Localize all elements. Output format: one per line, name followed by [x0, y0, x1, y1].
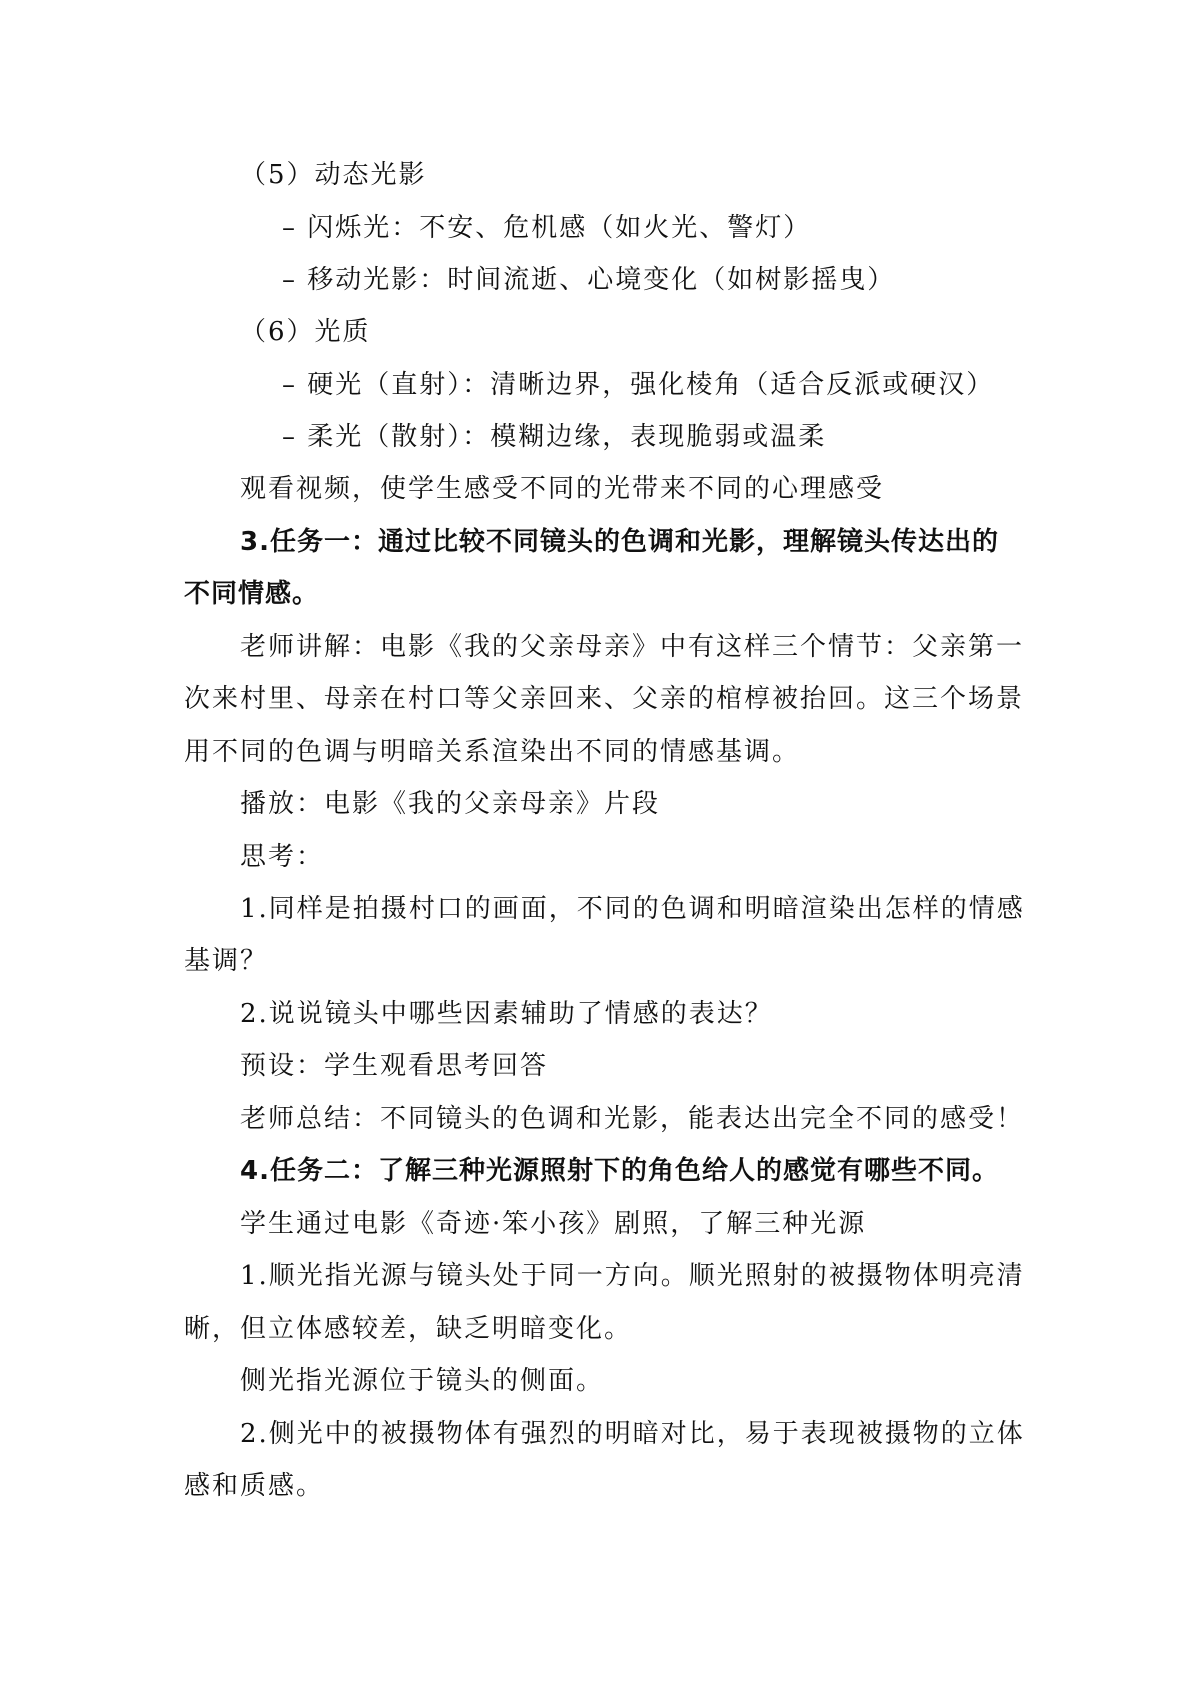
paragraph-teacher-explain: 老师讲解：电影《我的父亲母亲》中有这样三个情节：父亲第一: [240, 632, 1025, 662]
item-side-light-cont: 感和质感。: [184, 1471, 325, 1501]
bullet-soft-light: – 柔光（散射）：模糊边缘，表现脆弱或温柔: [282, 422, 827, 452]
paragraph-side-light-def: 侧光指光源位于镜头的侧面。: [240, 1366, 605, 1396]
paragraph-teacher-explain-cont1: 次来村里、母亲在村口等父亲回来、父亲的棺椁被抬回。这三个场景: [184, 684, 1025, 714]
bullet-flicker-light: – 闪烁光：不安、危机感（如火光、警灯）: [282, 213, 812, 243]
question-two: 2.说说镜头中哪些因素辅助了情感的表达？: [240, 999, 773, 1029]
task-one-heading: 3.任务一：通过比较不同镜头的色调和光影，理解镜头传达出的: [240, 527, 999, 557]
item-front-light-cont: 晰，但立体感较差，缺乏明暗变化。: [184, 1314, 633, 1344]
task-two-heading: 4.任务二：了解三种光源照射下的角色给人的感觉有哪些不同。: [240, 1156, 999, 1186]
question-one: 1.同样是拍摄村口的画面，不同的色调和明暗渲染出怎样的情感: [240, 894, 1025, 924]
bullet-moving-light: – 移动光影：时间流逝、心境变化（如树影摇曳）: [282, 265, 896, 295]
item-side-light: 2.侧光中的被摄物体有强烈的明暗对比，易于表现被摄物的立体: [240, 1419, 1025, 1449]
bullet-hard-light: – 硬光（直射）：清晰边界，强化棱角（适合反派或硬汉）: [282, 370, 995, 400]
task-one-heading-cont: 不同情感。: [184, 579, 320, 609]
paragraph-teacher-explain-cont2: 用不同的色调与明暗关系渲染出不同的情感基调。: [184, 737, 801, 767]
paragraph-think: 思考：: [240, 842, 325, 872]
paragraph-watch-video: 观看视频，使学生感受不同的光带来不同的心理感受: [240, 474, 885, 504]
heading-dynamic-light: （5）动态光影: [240, 160, 427, 190]
question-one-cont: 基调？: [184, 946, 269, 976]
item-front-light: 1.顺光指光源与镜头处于同一方向。顺光照射的被摄物体明亮清: [240, 1261, 1025, 1291]
paragraph-teacher-summary: 老师总结：不同镜头的色调和光影，能表达出完全不同的感受！: [240, 1104, 1025, 1134]
paragraph-preset: 预设：学生观看思考回答: [240, 1051, 549, 1081]
paragraph-three-light-sources: 学生通过电影《奇迹·笨小孩》剧照，了解三种光源: [240, 1209, 867, 1239]
paragraph-play-clip: 播放：电影《我的父亲母亲》片段: [240, 789, 661, 819]
heading-light-quality: （6）光质: [240, 317, 371, 347]
